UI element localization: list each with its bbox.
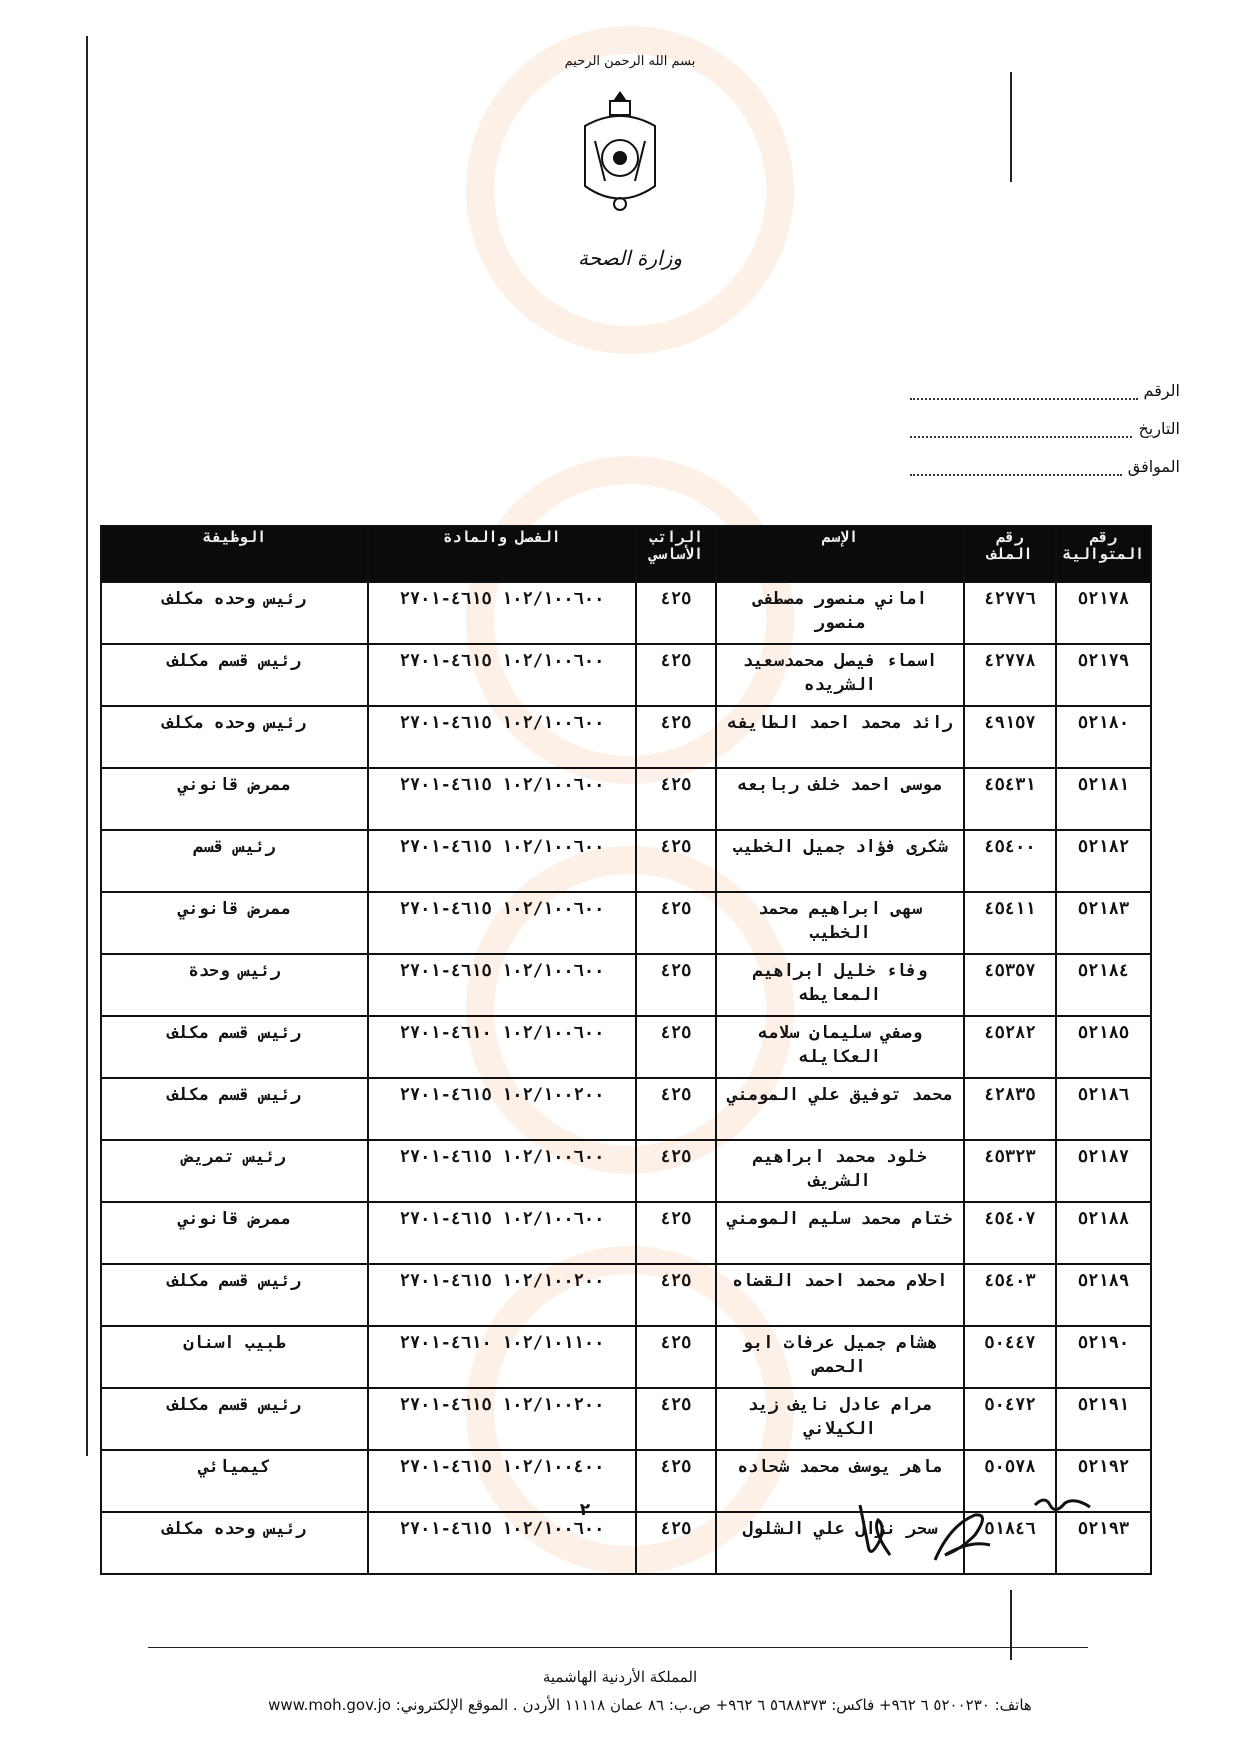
cell-serial: ٥٢١٧٨ bbox=[1056, 582, 1151, 644]
cell-budget-code: ١٠٢/١٠٠٦٠٠ ٤٦١٥-٢٧٠١ bbox=[368, 954, 636, 1016]
table-body bbox=[101, 582, 1151, 1574]
cell-name: شكرى فؤاد جميل الخطيب bbox=[716, 830, 964, 892]
cell-salary: ٤٢٥ bbox=[636, 768, 716, 830]
cell-file-number: ٤٢٧٧٨ bbox=[964, 644, 1056, 706]
cell-job-title: رئيس وحده مكلف bbox=[101, 1512, 368, 1574]
cell-name: اسماء فيصل محمدسعيد الشريده bbox=[716, 644, 964, 706]
column-header-file: رقم الملف bbox=[964, 526, 1056, 582]
cell-budget-code: ١٠٢/١٠٠٦٠٠ ٤٦١٥-٢٧٠١ bbox=[368, 768, 636, 830]
right-margin-rule-bottom bbox=[1010, 1590, 1012, 1660]
cell-budget-code: ١٠٢/١٠٠٦٠٠ ٤٦١٥-٢٧٠١ bbox=[368, 582, 636, 644]
cell-name: سحر نزال علي الشلول bbox=[716, 1512, 964, 1574]
cell-job-title: رئيس وحده مكلف bbox=[101, 706, 368, 768]
cell-salary: ٤٢٥ bbox=[636, 1450, 716, 1512]
table-row bbox=[101, 1202, 1151, 1264]
corresponding-date-line bbox=[910, 460, 1122, 476]
corresponding-date-label: الموافق bbox=[1127, 457, 1180, 476]
cell-budget-code: ١٠٢/١٠٠٦٠٠ ٤٦١٥-٢٧٠١ bbox=[368, 1140, 636, 1202]
cell-budget-code: ١٠٢/١٠٠٦٠٠ ٤٦١٥-٢٧٠١ bbox=[368, 1512, 636, 1574]
cell-job-title: رئيس قسم مكلف bbox=[101, 1078, 368, 1140]
footer-divider bbox=[148, 1647, 1088, 1648]
cell-salary: ٤٢٥ bbox=[636, 830, 716, 892]
cell-salary: ٤٢٥ bbox=[636, 1016, 716, 1078]
cell-salary: ٤٢٥ bbox=[636, 1388, 716, 1450]
cell-budget-code: ١٠٢/١٠٠٦٠٠ ٤٦١٥-٢٧٠١ bbox=[368, 892, 636, 954]
cell-serial: ٥٢١٩٢ bbox=[1056, 1450, 1151, 1512]
table-row bbox=[101, 954, 1151, 1016]
cell-file-number: ٤٥٤٠٧ bbox=[964, 1202, 1056, 1264]
cell-budget-code: ١٠٢/١٠٠٢٠٠ ٤٦١٥-٢٧٠١ bbox=[368, 1388, 636, 1450]
cell-job-title: رئيس قسم مكلف bbox=[101, 1264, 368, 1326]
cell-serial: ٥٢١٨٧ bbox=[1056, 1140, 1151, 1202]
cell-name: ختام محمد سليم المومني bbox=[716, 1202, 964, 1264]
cell-serial: ٥٢١٨١ bbox=[1056, 768, 1151, 830]
cell-name: موسى احمد خلف ربابعه bbox=[716, 768, 964, 830]
cell-file-number: ٤٥٣٥٧ bbox=[964, 954, 1056, 1016]
cell-job-title: رئيس قسم bbox=[101, 830, 368, 892]
cell-file-number: ٥١٨٤٦ bbox=[964, 1512, 1056, 1574]
cell-file-number: ٤٥٤٠٠ bbox=[964, 830, 1056, 892]
table-row bbox=[101, 582, 1151, 644]
cell-serial: ٥٢١٨٠ bbox=[1056, 706, 1151, 768]
cell-name: احلام محمد احمد القضاه bbox=[716, 1264, 964, 1326]
ministry-name: وزارة الصحة bbox=[578, 246, 682, 270]
reference-number-label: الرقم bbox=[1143, 381, 1180, 400]
cell-salary: ٤٢٥ bbox=[636, 1512, 716, 1574]
table-row bbox=[101, 1140, 1151, 1202]
cell-file-number: ٥٠٤٧٢ bbox=[964, 1388, 1056, 1450]
table-row bbox=[101, 1264, 1151, 1326]
right-margin-rule-top bbox=[1010, 72, 1012, 182]
cell-name: وفاء خليل ابراهيم المعايطه bbox=[716, 954, 964, 1016]
cell-name: ماهر يوسف محمد شحاده bbox=[716, 1450, 964, 1512]
column-header-salary: الراتب الأساسي bbox=[636, 526, 716, 582]
table-row bbox=[101, 1326, 1151, 1388]
corresponding-date-row bbox=[910, 438, 1180, 476]
cell-job-title: ممرض قانوني bbox=[101, 892, 368, 954]
table-row bbox=[101, 644, 1151, 706]
cell-salary: ٤٢٥ bbox=[636, 1140, 716, 1202]
cell-name: محمد توفيق علي المومني bbox=[716, 1078, 964, 1140]
cell-budget-code: ١٠٢/١٠١١٠٠ ٤٦١٠-٢٧٠١ bbox=[368, 1326, 636, 1388]
table-header-row bbox=[101, 526, 1151, 582]
cell-budget-code: ١٠٢/١٠٠٤٠٠ ٤٦١٥-٢٧٠١ bbox=[368, 1450, 636, 1512]
cell-serial: ٥٢١٨٤ bbox=[1056, 954, 1151, 1016]
cell-file-number: ٥٠٥٧٨ bbox=[964, 1450, 1056, 1512]
cell-budget-code: ١٠٢/١٠٠٦٠٠ ٤٦١٠-٢٧٠١ bbox=[368, 1016, 636, 1078]
column-header-budget-code: الفصل والمادة bbox=[368, 526, 636, 582]
reference-number-row bbox=[910, 362, 1180, 400]
table-row bbox=[101, 1016, 1151, 1078]
cell-name: اماني منصور مصطفى منصور bbox=[716, 582, 964, 644]
reference-number-line bbox=[910, 384, 1138, 400]
table-row bbox=[101, 1078, 1151, 1140]
footer-kingdom: المملكة الأردنية الهاشمية bbox=[542, 1668, 698, 1686]
table-row bbox=[101, 768, 1151, 830]
column-header-job: الوظيفة bbox=[101, 526, 368, 582]
cell-file-number: ٤٩١٥٧ bbox=[964, 706, 1056, 768]
table-row bbox=[101, 892, 1151, 954]
cell-salary: ٤٢٥ bbox=[636, 1202, 716, 1264]
cell-serial: ٥٢١٩١ bbox=[1056, 1388, 1151, 1450]
left-margin-rule bbox=[86, 36, 88, 1456]
cell-job-title: طبيب اسنان bbox=[101, 1326, 368, 1388]
cell-serial: ٥٢١٨٥ bbox=[1056, 1016, 1151, 1078]
cell-salary: ٤٢٥ bbox=[636, 1078, 716, 1140]
cell-salary: ٤٢٥ bbox=[636, 1264, 716, 1326]
cell-budget-code: ١٠٢/١٠٠٦٠٠ ٤٦١٥-٢٧٠١ bbox=[368, 1202, 636, 1264]
cell-salary: ٤٢٥ bbox=[636, 954, 716, 1016]
date-row bbox=[910, 400, 1180, 438]
cell-file-number: ٤٢٨٣٥ bbox=[964, 1078, 1056, 1140]
cell-file-number: ٤٢٧٧٦ bbox=[964, 582, 1056, 644]
cell-name: مرام عادل نايف زيد الكيلاني bbox=[716, 1388, 964, 1450]
cell-name: هشام جميل عرفات ابو الحمص bbox=[716, 1326, 964, 1388]
cell-budget-code: ١٠٢/١٠٠٢٠٠ ٤٦١٥-٢٧٠١ bbox=[368, 1078, 636, 1140]
date-label: التاريخ bbox=[1138, 419, 1180, 438]
cell-job-title: كيميائي bbox=[101, 1450, 368, 1512]
table-row bbox=[101, 830, 1151, 892]
cell-budget-code: ١٠٢/١٠٠٦٠٠ ٤٦١٥-٢٧٠١ bbox=[368, 644, 636, 706]
cell-name: سهى ابراهيم محمد الخطيب bbox=[716, 892, 964, 954]
employee-table bbox=[100, 525, 1152, 1575]
cell-serial: ٥٢١٨٩ bbox=[1056, 1264, 1151, 1326]
cell-budget-code: ١٠٢/١٠٠٦٠٠ ٤٦١٥-٢٧٠١ bbox=[368, 706, 636, 768]
cell-job-title: رئيس قسم مكلف bbox=[101, 1016, 368, 1078]
cell-name: رائد محمد احمد الطايفه bbox=[716, 706, 964, 768]
cell-budget-code: ١٠٢/١٠٠٢٠٠ ٤٦١٥-٢٧٠١ bbox=[368, 1264, 636, 1326]
page-number: ٢ bbox=[579, 1500, 591, 1520]
cell-job-title: رئيس وحدة bbox=[101, 954, 368, 1016]
cell-file-number: ٤٥٣٢٣ bbox=[964, 1140, 1056, 1202]
cell-name: وصفي سليمان سلامه العكايله bbox=[716, 1016, 964, 1078]
date-line bbox=[910, 422, 1132, 438]
cell-serial: ٥٢١٩٠ bbox=[1056, 1326, 1151, 1388]
cell-file-number: ٤٥٤١١ bbox=[964, 892, 1056, 954]
cell-serial: ٥٢١٩٣ bbox=[1056, 1512, 1151, 1574]
cell-serial: ٥٢١٧٩ bbox=[1056, 644, 1151, 706]
cell-salary: ٤٢٥ bbox=[636, 1326, 716, 1388]
cell-serial: ٥٢١٨٨ bbox=[1056, 1202, 1151, 1264]
reference-fields bbox=[910, 362, 1180, 476]
cell-job-title: ممرض قانوني bbox=[101, 1202, 368, 1264]
table-row bbox=[101, 706, 1151, 768]
column-header-serial: رقم المتوالية bbox=[1056, 526, 1151, 582]
cell-salary: ٤٢٥ bbox=[636, 706, 716, 768]
column-header-name: الإسم bbox=[716, 526, 964, 582]
cell-budget-code: ١٠٢/١٠٠٦٠٠ ٤٦١٥-٢٧٠١ bbox=[368, 830, 636, 892]
jordan-coat-of-arms-icon bbox=[575, 86, 665, 226]
table-row bbox=[101, 1388, 1151, 1450]
footer-contact-info: هاتف: ٥٢٠٠٢٣٠ ٦ ٩٦٢+ فاكس: ٥٦٨٨٣٧٣ ٦ ٩٦٢+ ص.ب: ٨٦ عمان ١١١١٨ الأردن . الموقع الإلكتروني: www.moh.gov.jo bbox=[268, 1696, 1032, 1714]
cell-file-number: ٥٠٤٤٧ bbox=[964, 1326, 1056, 1388]
cell-salary: ٤٢٥ bbox=[636, 644, 716, 706]
cell-job-title: رئيس قسم مكلف bbox=[101, 1388, 368, 1450]
signatures bbox=[850, 1485, 1100, 1575]
cell-file-number: ٤٥٢٨٢ bbox=[964, 1016, 1056, 1078]
cell-name: خلود محمد ابراهيم الشريف bbox=[716, 1140, 964, 1202]
cell-salary: ٤٢٥ bbox=[636, 892, 716, 954]
cell-serial: ٥٢١٨٢ bbox=[1056, 830, 1151, 892]
cell-serial: ٥٢١٨٦ bbox=[1056, 1078, 1151, 1140]
cell-job-title: رئيس قسم مكلف bbox=[101, 644, 368, 706]
basmala: بسم الله الرحمن الرحيم bbox=[564, 54, 696, 69]
cell-salary: ٤٢٥ bbox=[636, 582, 716, 644]
cell-serial: ٥٢١٨٣ bbox=[1056, 892, 1151, 954]
cell-job-title: رئيس تمريض bbox=[101, 1140, 368, 1202]
cell-file-number: ٤٥٤٣١ bbox=[964, 768, 1056, 830]
cell-job-title: رئيس وحده مكلف bbox=[101, 582, 368, 644]
cell-job-title: ممرض قانوني bbox=[101, 768, 368, 830]
cell-file-number: ٤٥٤٠٣ bbox=[964, 1264, 1056, 1326]
